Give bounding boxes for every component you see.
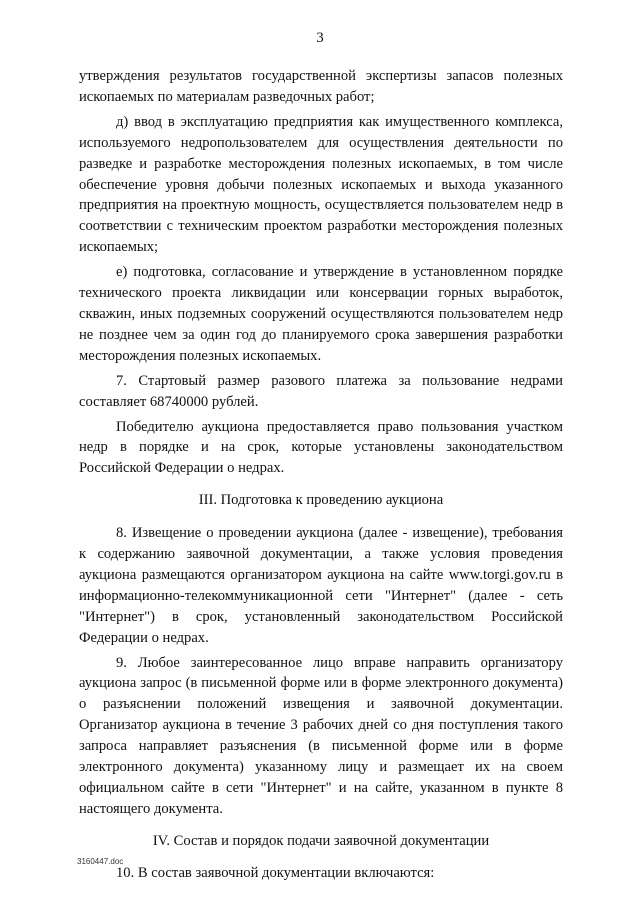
page-number: 3 bbox=[316, 30, 324, 46]
section-heading-4: IV. Состав и порядок подачи заявочной документации bbox=[152, 832, 490, 849]
paragraph-winner-rights: Победителю аукциона предоставляется право пользования участком недр в порядке и на срок, которые установлены законодательством Российской Федерации о недрах. bbox=[79, 418, 563, 477]
paragraph-item-d: д) ввод в эксплуатацию предприятия как имущественного комплекса, используемого недропользователем для осуществления деятельности по разведке и разработке месторождения полезных ископаемых, в том числе обеспечение уровня добычи полезных ископаемых и выхода указанного предприятия на проектную мощность, осуществляется пользователем недр в соответствии с техническим проектом разработки месторождения полезных ископаемых; bbox=[79, 113, 563, 256]
paragraph-continuation: утверждения результатов государственной экспертизы запасов полезных ископаемых по материалам разведочных работ; bbox=[79, 68, 563, 105]
paragraph-10-application-docs: 10. В состав заявочной документации включаются: bbox=[116, 864, 435, 881]
section-heading-3: III. Подготовка к проведению аукциона bbox=[198, 492, 444, 509]
document-body bbox=[79, 66, 563, 884]
paragraph-7-starting-payment: 7. Стартовый размер разового платежа за пользование недрами составляет 68740000 рублей. bbox=[79, 372, 563, 410]
paragraph-8-notice: 8. Извещение о проведении аукциона (далее - извещение), требования к содержанию заявочной документации, а также условия проведения аукциона размещаются организатором аукциона на сайте www.torgi.gov.ru в информационно-телекоммуникационной сети "Интернет" (далее - сеть "Интернет") в срок, установленный законодательством Российской Федерации о недрах. bbox=[79, 525, 563, 646]
paragraph-item-e: е) подготовка, согласование и утверждение в установленном порядке технического проекта ликвидации или консервации горных выработок, скважин, иных подземных сооружений осуществляются пользователем недр не позднее чем за один год до планируемого срока завершения разработки месторождения полезных ископаемых. bbox=[79, 264, 563, 364]
paragraph-9-clarification: 9. Любое заинтересованное лицо вправе направить организатору аукциона запрос (в письменной форме или в форме электронного документа) о разъяснении положений извещения и заявочной документации. Организатор аукциона в течение 3 рабочих дней со дня поступления такого запроса направляет разъяснения (в письменной форме или в форме электронного документа) указанному лицу и размещает их на своем официальном сайте в сети "Интернет" и на сайте, указанном в пункте 8 настоящего документа. bbox=[79, 654, 563, 817]
footer-doc-id: 3160447.doc bbox=[77, 857, 124, 866]
